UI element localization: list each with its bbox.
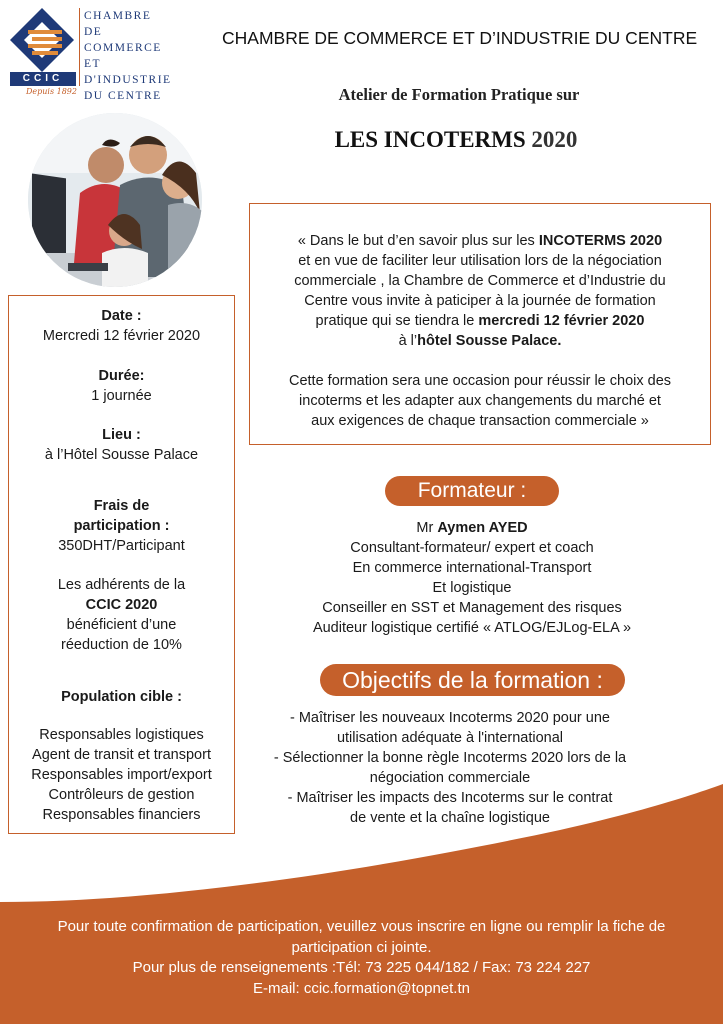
workshop-subtitle: Atelier de Formation Pratique sur	[338, 85, 580, 104]
date-label: Date :	[101, 308, 142, 324]
intro-line: incoterms et les adapter aux changements du marché et	[299, 393, 661, 409]
main-title-year: 2020	[531, 127, 578, 152]
target-item: Responsables financiers	[42, 807, 201, 823]
target-label: Population cible :	[61, 689, 182, 705]
trainer-prefix: Mr	[416, 520, 438, 536]
intro-line	[250, 331, 710, 351]
trainer-line: Auditeur logistique certifié « ATLOG/EJLog-ELA »	[312, 620, 632, 636]
ccic-emblem-icon	[8, 6, 76, 74]
footer-phone-line: Pour plus de renseignements :Tél: 73 225 044/182 / Fax: 73 224 227	[132, 959, 591, 976]
objective-line: - Maîtriser les nouveaux Incoterms 2020 pour une	[290, 710, 610, 726]
trainer-line: Conseiller en SST et Management des risques	[322, 600, 622, 616]
fee-label-line-2: participation :	[73, 518, 170, 534]
footer-line: participation ci jointe.	[291, 938, 432, 956]
main-title-text: LES INCOTERMS	[334, 127, 526, 152]
intro-line	[250, 231, 710, 251]
intro-line	[250, 311, 710, 331]
intro-line: commerciale , la Chambre de Commerce et d’Industrie du	[294, 273, 666, 289]
duration-label: Durée:	[98, 368, 145, 384]
objective-line: utilisation adéquate à l'international	[336, 730, 564, 746]
objective-line: - Maîtriser les impacts des Incoterms sur le contrat	[287, 790, 613, 806]
trainer-line: Consultant-formateur/ expert et coach	[350, 540, 594, 556]
logo-abbreviation: CCIC	[10, 72, 76, 86]
target-item: Contrôleurs de gestion	[48, 787, 195, 803]
objective-line: - Sélectionner la bonne règle Incoterms 2020 lors de la	[273, 750, 627, 766]
logo-name-line: CHAMBRE	[84, 10, 152, 22]
intro-text: « Dans le but d’en savoir plus sur les	[297, 233, 539, 249]
members-line-1: Les adhérents de la	[57, 577, 186, 593]
logo-name-line: DE COMMERCE	[84, 26, 162, 54]
footer-email-line: E-mail: ccic.formation@topnet.tn	[253, 979, 470, 997]
trainer-name-line	[262, 518, 682, 538]
intro-bold: INCOTERMS 2020	[538, 233, 663, 249]
intro-bold: mercredi 12 février 2020	[478, 313, 645, 329]
intro-line: et en vue de faciliter leur utilisation lors de la négociation	[298, 253, 662, 269]
trainer-details	[262, 518, 682, 638]
duration-value: 1 journée	[91, 388, 152, 404]
intro-text: à l’	[398, 333, 418, 349]
trainer-section-heading: Formateur :	[385, 476, 559, 506]
date-value: Mercredi 12 février 2020	[42, 328, 201, 344]
trainer-name: Aymen AYED	[437, 520, 528, 536]
footer-line: Pour toute confirmation de participation, veuillez vous inscrire en ligne ou remplir la fiche de	[57, 918, 666, 935]
logo-name-line: DU CENTRE	[84, 90, 162, 102]
members-line-4: réeduction de 10%	[61, 637, 182, 653]
place-label: Lieu :	[102, 427, 141, 443]
footer-contact	[0, 917, 723, 999]
objective-line: négociation commerciale	[369, 770, 531, 786]
intro-line: aux exigences de chaque transaction commerciale »	[311, 413, 649, 429]
place-value: à l’Hôtel Sousse Palace	[44, 447, 199, 463]
trainer-line: Et logistique	[432, 580, 512, 596]
intro-box	[249, 203, 711, 445]
event-info-box	[8, 295, 235, 834]
intro-text: pratique qui se tiendra le	[315, 313, 479, 329]
logo-divider	[79, 8, 80, 86]
intro-bold: hôtel Sousse Palace.	[417, 333, 562, 349]
trainer-line: En commerce international-Transport	[352, 560, 592, 576]
intro-line: Cette formation sera une occasion pour réussir le choix des	[288, 373, 672, 389]
target-item: Responsables logistiques	[39, 727, 204, 743]
organization-title: CHAMBRE DE COMMERCE ET D’INDUSTRIE DU CENTRE	[222, 28, 698, 48]
people-at-computer-illustration	[28, 113, 202, 287]
logo-since: Depuis 1892	[26, 87, 77, 96]
target-item: Agent de transit et transport	[32, 747, 211, 763]
members-line-2: CCIC 2020	[85, 597, 158, 613]
members-line-3: bénéficient d’une	[66, 617, 177, 633]
ccic-logo	[8, 6, 172, 102]
fee-value: 350DHT/Participant	[58, 538, 185, 554]
logo-name-line: ET D'INDUSTRIE	[84, 58, 172, 86]
objectives-section-heading: Objectifs de la formation :	[320, 664, 625, 696]
objective-line: de vente et la chaîne logistique	[350, 810, 550, 826]
training-photo	[28, 113, 202, 287]
target-item: Responsables import/export	[31, 767, 212, 783]
intro-line: Centre vous invite à paticiper à la journée de formation	[304, 293, 656, 309]
fee-label-line-1: Frais de	[93, 498, 150, 514]
